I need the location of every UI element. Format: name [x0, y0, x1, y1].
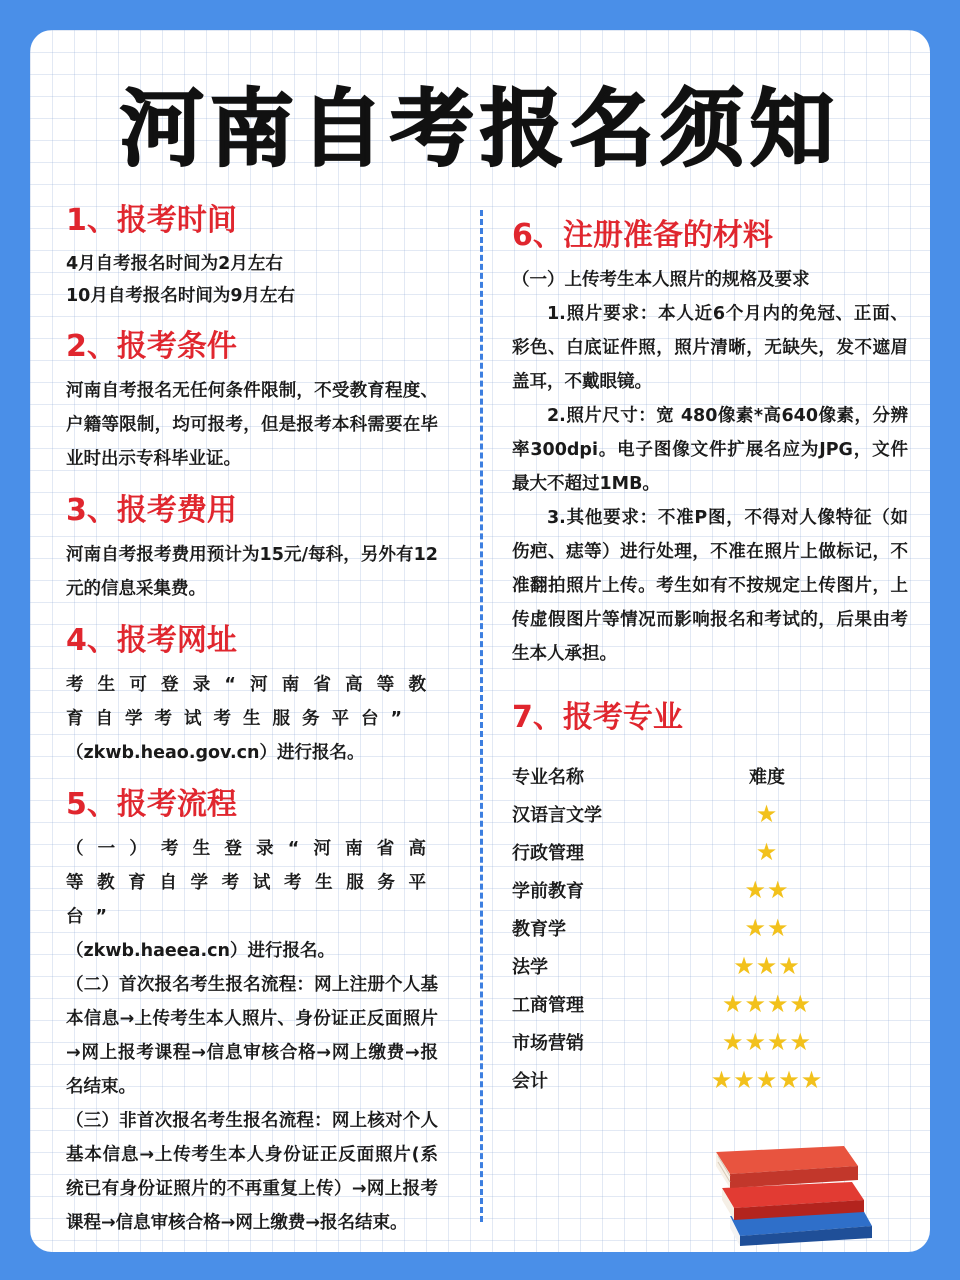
majors-header-row: [512, 757, 842, 795]
section-5-title: 5、报考流程: [66, 787, 237, 822]
difficulty-stars: ★: [755, 800, 779, 828]
s6-subtitle: （一）上传考生本人照片的规格及要求: [512, 270, 810, 290]
s4-text: 考生可登录“河南省高等教育自学考试考生服务平台”: [66, 675, 438, 729]
major-name: 工商管理: [512, 995, 584, 1016]
page-title: 河南自考报名须知: [119, 80, 840, 178]
table-row: [512, 985, 842, 1023]
col-header-name: 专业名称: [512, 767, 584, 788]
difficulty-stars: ★★: [744, 914, 790, 942]
difficulty-stars: ★★★: [733, 952, 801, 980]
s6-req-2: 2.照片尺寸：宽 480像素*高640像素，分辨率300dpi。电子图像文件扩展名应为JPG，文件最大不超过1MB。: [512, 406, 908, 494]
table-row: [512, 871, 842, 909]
col-header-difficulty: 难度: [749, 767, 785, 788]
stacked-books-icon: [712, 1138, 882, 1246]
right-column: [512, 215, 908, 1099]
table-row: [512, 947, 842, 985]
s6-req-1: 1.照片要求：本人近6个月内的免冠、正面、彩色、白底证件照，照片清晰，无缺失，发不遮眉盖耳，不戴眼镜。: [512, 304, 908, 392]
table-row: [512, 795, 842, 833]
s5-step-1: （一）考生登录“河南省高等教育自学考试考生服务平台”: [66, 839, 438, 927]
major-name: 市场营销: [512, 1033, 584, 1054]
s5-step-1-url: （zkwb.haeea.cn）进行报名。: [66, 941, 335, 961]
s1-line-1: 4月自考报名时间为2月左右: [66, 254, 283, 274]
table-row: [512, 909, 842, 947]
section-3-title: 3、报考费用: [66, 493, 237, 528]
difficulty-stars: ★★★★: [721, 1028, 813, 1056]
s5-step-2: （二）首次报名考生报名流程：网上注册个人基本信息→上传考生本人照片、身份证正反面照片→网上报考课程→信息审核合格→网上缴费→报名结束。: [66, 975, 438, 1097]
s2-text: 河南自考报名无任何条件限制，不受教育程度、户籍等限制，均可报考，但是报考本科需要在毕业时出示专科毕业证。: [66, 381, 438, 469]
difficulty-stars: ★★★★: [721, 990, 813, 1018]
section-6-title: 6、注册准备的材料: [512, 218, 773, 253]
table-row: [512, 1061, 842, 1099]
major-name: 会计: [512, 1071, 548, 1092]
difficulty-stars: ★★★★★: [710, 1066, 824, 1094]
table-row: [512, 1023, 842, 1061]
major-name: 学前教育: [512, 881, 584, 902]
left-column: [66, 200, 438, 1240]
major-name: 法学: [512, 957, 548, 978]
section-4-title: 4、报考网址: [66, 623, 237, 658]
s6-req-3: 3.其他要求：不准P图，不得对人像特征（如伤疤、痣等）进行处理，不准在照片上做标记，不准翻拍照片上传。考生如有不按规定上传图片，上传虚假图片等情况而影响报名和考试的，后果由考生本人承担。: [512, 508, 908, 664]
difficulty-stars: ★: [755, 838, 779, 866]
s4-url: （zkwb.heao.gov.cn）进行报名。: [66, 743, 365, 763]
s1-line-2: 10月自考报名时间为9月左右: [66, 286, 296, 306]
table-row: [512, 833, 842, 871]
column-divider: [480, 210, 483, 1222]
s3-text: 河南自考报考费用预计为15元/每科，另外有12元的信息采集费。: [66, 545, 438, 599]
section-2-title: 2、报考条件: [66, 329, 237, 364]
s5-step-3: （三）非首次报名考生报名流程：网上核对个人基本信息→上传考生本人身份证正反面照片(系统已有身份证照片的不再重复上传）→网上报考课程→信息审核合格→网上缴费→报名结束。: [66, 1111, 438, 1233]
major-name: 行政管理: [512, 843, 584, 864]
major-name: 汉语言文学: [512, 805, 602, 826]
section-7-title: 7、报考专业: [512, 700, 683, 735]
difficulty-stars: ★★: [744, 876, 790, 904]
section-1-title: 1、报考时间: [66, 203, 237, 238]
major-name: 教育学: [512, 919, 566, 940]
majors-table: [512, 757, 842, 1099]
